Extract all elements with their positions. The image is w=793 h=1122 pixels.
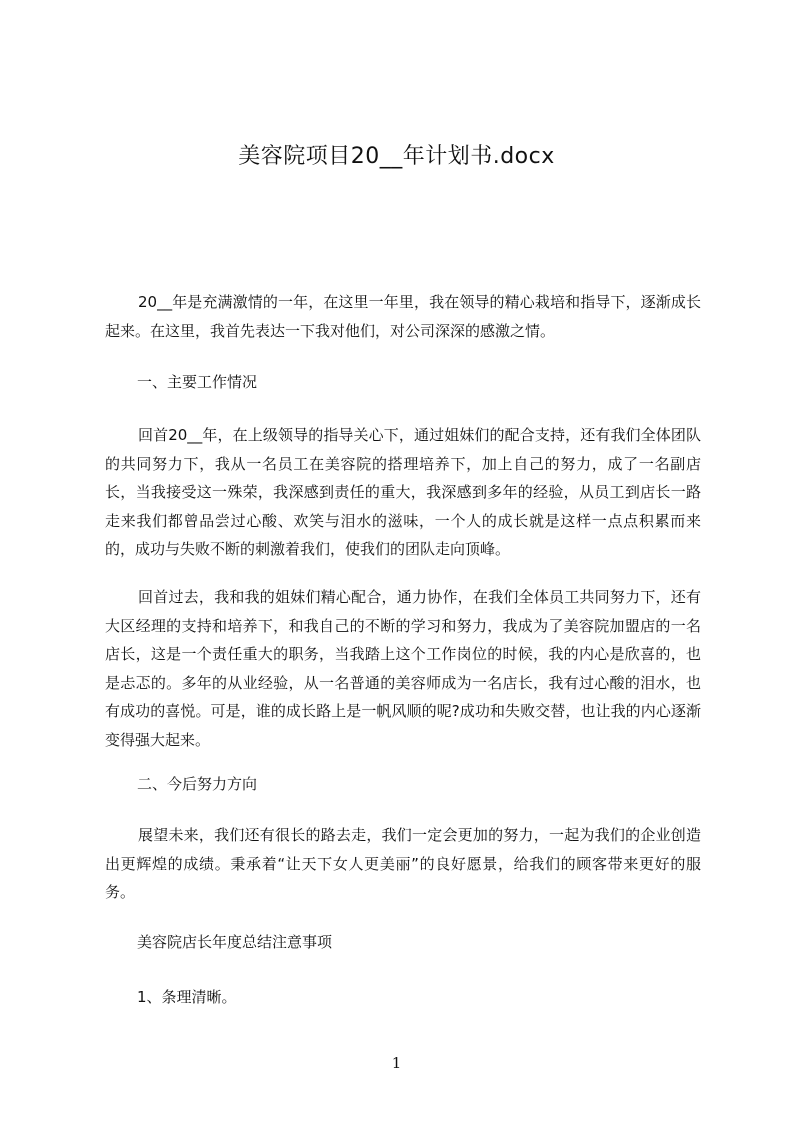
notes-heading: 美容院店长年度总结注意事项 <box>137 933 333 951</box>
page-number: 1 <box>391 1054 402 1072</box>
section2-paragraph-1: 展望未来，我们还有很长的路去走，我们一定会更加的努力，一起为我们的企业创造出更辉煌的成绩。秉承着“让天下女人更美丽”的良好愿景，给我们的顾客带来更好的服务。 <box>105 826 701 901</box>
section1-paragraph-1: 回首20__年，在上级领导的指导关心下，通过姐妹们的配合支持，还有我们全体团队的共同努力下，我从一名员工在美容院的搭理培养下，加上自己的努力，成了一名副店长，当我接受这一殊荣，我深感到责任的重大，我深感到多年的经验，从员工到店长一路走来我们都曾品尝过心酸、欢笑与泪水的滋味，一个人的成长就是这样一点点积累而来的，成功与失败不断的刺激着我们，使我们的团队走向顶峰。 <box>105 426 701 558</box>
section2-heading: 二、今后努力方向 <box>137 775 258 793</box>
intro-paragraph: 20__年是充满激情的一年，在这里一年里，我在领导的精心栽培和指导下，逐渐成长起来。在这里，我首先表达一下我对他们，对公司深深的感激之情。 <box>105 293 701 340</box>
document-title: 美容院项目20__年计划书.docx <box>238 144 555 169</box>
section1-heading: 一、主要工作情况 <box>137 373 258 391</box>
section1-paragraph-2: 回首过去，我和我的姐妹们精心配合，通力协作，在我们全体员工共同努力下，还有大区经理的支持和培养下，和我自己的不断的学习和努力，我成为了美容院加盟店的一名店长，这是一个责任重大的职务，当我踏上这个工作岗位的时候，我的内心是欣喜的，也是忐忑的。多年的从业经验，从一名普通的美容师成为一名店长，我有过心酸的泪水，也有成功的喜悦。可是，谁的成长路上是一帆风顺的呢?成功和失败交替，也让我的内心逐渐变得强大起来。 <box>105 588 701 749</box>
notes-item-1: 1、条理清晰。 <box>137 988 237 1006</box>
